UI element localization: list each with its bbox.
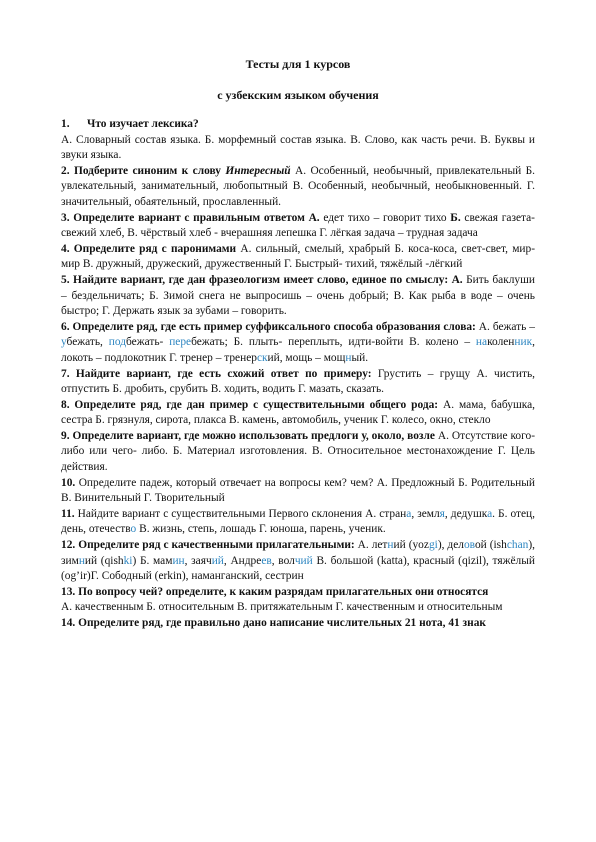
question-4-answers: А. сильный, смелый, храбрый Б. коса-коса, свет-свет, мир-мир В. дружный, дружеский, дружественный Г. Быстрый- тихий, тяжёлый -лёгкий [61,242,536,271]
highlighted-morpheme: на [475,336,488,349]
question-8-answers: А. мама, бабушка, сестра Б. грязнуля, сирота, плакса В. камень, автомобиль, ученик Г. колесо, окно, стекло [61,398,536,427]
text-segment: ий, мощь – мощ [267,351,346,364]
text-segment: В. большой (katta), красный (qizil), тяжёлый (og’ir)Г. Сободный (erkin), наманганский, сестрин [61,554,535,583]
text-segment: ой (ish [474,539,507,552]
text-segment: А. лет [354,539,388,552]
question-3-text: 3. Определите вариант с правильным ответом А. [61,211,320,224]
question-4-text: 4. Определите ряд с паронимами [61,242,237,255]
question-2-text: 2. Подберите синоним к слову [61,164,226,177]
text-segment: В. жизнь, степь, лошадь Г. юноша, парень, ученик. [136,523,386,536]
questions-list [61,117,535,632]
text-segment: бежать, [66,336,109,349]
question-1-number: 1. [61,118,70,130]
question-7-answers: Грустить – грущу А. чистить, отпустить Б. дробить, срубить В. ходить, водить Г. мазать, сказать. [61,367,535,396]
text-segment: колен [487,336,515,349]
question-8-text: 8. Определите ряд, где дан пример с существительными общего рода: [61,398,439,411]
question-5-answers: Бить баклуши – бездельничать; Б. Зимой снега не выпросишь – очень добрый; В. Как рыба в воде – очень быстро; Г. Держать язык за зубами – говорить. [61,273,535,318]
title-line-2: с узбекским языком обучения [217,88,379,102]
highlighted-morpheme: о [130,523,137,536]
question-9 [61,429,535,476]
question-14-text: 14. Определите ряд, где правильно дано написание числительных 21 нота, 41 знак [61,617,486,629]
text-segment: , локоть – подлокотник Г. тренер – тренер [61,336,535,364]
text-segment: , заяч [184,554,212,567]
highlighted-morpheme: а [406,507,412,520]
question-3-answer-a: едет тихо – говорит тихо [319,211,451,224]
text-segment: ), зим [61,539,535,567]
question-6 [61,320,535,367]
question-3-answers: свежая газета- свежий хлеб, В. чёрствый хлеб - вчерашняя лепешка Г. лёгкая задача – трудная задача [61,211,535,240]
question-13-text: 13. По вопросу чей? определите, к каким разрядам прилагательных они относятся [61,585,489,598]
highlighted-morpheme: ов [463,539,475,552]
question-13-answers: А. качественным Б. относительным В. притяжательным Г. качественным и относительным [61,601,503,614]
question-1 [61,117,535,133]
text-segment: ий (qish [84,554,124,567]
highlighted-morpheme: пере [169,336,192,349]
question-12-text: 12. Определите ряд с качественными прилагательными: [61,539,355,552]
text-segment: бежать; Б. плыть- переплыть, идти-войти В. колено – [191,336,476,349]
text-segment: , Андре [223,554,262,567]
highlighted-morpheme: н [345,351,352,364]
text-segment: ый. [351,351,369,364]
text-segment: ) Б. мам [132,554,173,567]
highlighted-morpheme: у [61,336,67,349]
text-segment: Найдите вариант с существительными Первого склонения А. стран [74,507,407,520]
highlighted-morpheme: я [439,507,445,520]
highlighted-morpheme: ий [211,554,224,567]
question-5 [61,273,535,320]
question-5-text: 5. Найдите вариант, где дан фразеологизм имеет слово, единое по смыслу: А. [61,273,463,286]
text-segment: . Б. отец, день, отечеств [61,507,535,536]
text-segment: ий (yoz [393,539,429,552]
question-7 [61,367,535,398]
highlighted-morpheme: ki [123,554,133,567]
question-2 [61,164,535,211]
question-9-text: 9. Определите вариант, где можно использовать предлоги у, около, возле [61,429,435,442]
question-11-text [61,508,535,536]
question-10 [61,476,535,507]
text-segment: А. бежать – [475,320,535,333]
highlighted-morpheme: н [78,554,85,567]
question-6-text: 6. Определите ряд, где есть пример суффиксального способа образования слова: [61,320,476,333]
highlighted-morpheme: ник [514,336,533,349]
question-3-label-b: Б. [450,211,461,224]
question-9-answers: А. Отсутствие кого-либо или чего- либо. Б. Материал изготовления. В. Относительное местонахождение Г. Цель действия. [61,429,535,474]
highlighted-morpheme: чий [294,554,313,567]
highlighted-morpheme: gi [428,539,438,552]
highlighted-morpheme: под [108,336,127,349]
question-3 [61,211,535,242]
text-segment: ), дел [437,539,464,552]
highlighted-morpheme: ск [256,351,268,364]
question-1-answers: А. Словарный состав языка. Б. морфемный состав языка. В. Слово, как часть речи. В. Буквы и звуки языка. [61,133,535,162]
text-segment: , вол [271,554,295,567]
question-8 [61,398,535,429]
question-11-number: 11. [61,507,75,520]
question-2-word: Интересный [225,164,291,177]
title-line-1: Тесты для 1 курсов [245,57,351,71]
text-segment: бежать- [126,336,170,349]
question-10-number: 10. [61,476,76,489]
highlighted-morpheme: ин [172,554,185,567]
question-14 [61,616,535,632]
question-4 [61,242,535,273]
question-13 [61,585,535,601]
question-11 [61,507,535,538]
text-segment: , земл [411,507,440,520]
question-1-text: Что изучает лексика? [87,118,199,130]
text-segment: , дедушк [444,507,488,520]
highlighted-morpheme: н [387,539,394,552]
question-2-answers: А. Особенный, необычный, привлекательный Б. увлекательный, занимательный, любопытный В. Особенный, необычный, необыкновенный. Г. значительный, обаятельный, прославленный. [61,164,535,208]
question-7-text: 7. Найдите вариант, где есть схожий ответ по примеру: [61,367,372,380]
question-12 [61,538,535,585]
highlighted-morpheme: а [487,507,493,520]
question-10-text: Определите падеж, который отвечает на вопросы кем? чем? А. Предложный Б. Родительный В. Винительный Г. Творительный [61,476,535,505]
highlighted-morpheme: ев [261,554,272,567]
highlighted-morpheme: chan [506,539,529,552]
